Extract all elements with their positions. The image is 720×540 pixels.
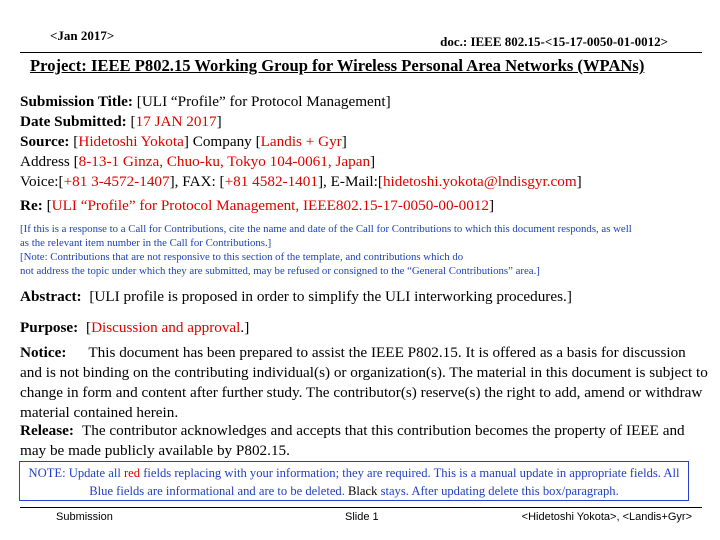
email-value: hidetoshi.yokota@lndisgyr.com <box>382 173 577 190</box>
address-label: Address <box>20 153 70 170</box>
date-submitted-line: Date Submitted: [17 JAN 2017] <box>20 113 222 130</box>
note-red-word: red <box>123 466 141 480</box>
release-text: The contributor acknowledges and accepts that this contribution becomes the property of IEEE and may be made publicly available by P802.15. <box>20 422 685 459</box>
note-part-1: NOTE: Update all <box>28 466 124 480</box>
footer-submission: Submission <box>56 511 113 523</box>
date-submitted-value: 17 JAN 2017 <box>135 113 217 130</box>
release-label: Release: <box>20 422 74 439</box>
instruction-line-2: as the relevant item number in the Call for Contributions.] <box>20 237 272 249</box>
notice-label: Notice: <box>20 344 67 361</box>
contact-line: Voice:[+81 3-4572-1407], FAX: [+81 4582-1401], E-Mail:[hidetoshi.yokota@lndisgyr.com] <box>20 173 582 190</box>
address-line: Address [8-13-1 Ginza, Chuo-ku, Tokyo 104-0061, Japan] <box>20 153 376 170</box>
update-note-box <box>19 461 689 501</box>
address-value: 8-13-1 Ginza, Chuo-ku, Tokyo 104-0061, Japan <box>78 153 371 170</box>
header-date: <Jan 2017> <box>50 28 115 43</box>
footer-slide-number: Slide 1 <box>345 511 379 523</box>
company-label: Company <box>192 133 252 150</box>
instruction-line-1: [If this is a response to a Call for Contributions, cite the name and date of the Call for Contributions to which this document responds, as well <box>20 223 632 235</box>
re-line: Re: [ULI “Profile” for Protocol Management, IEEE802.15-17-0050-00-0012] <box>20 197 495 214</box>
voice-value: +81 3-4572-1407 <box>63 173 170 190</box>
footer-author: <Hidetoshi Yokota>, <Landis+Gyr> <box>521 511 692 523</box>
purpose-line: Purpose: [Discussion and approval.] <box>20 319 250 336</box>
fax-label: FAX: <box>182 173 216 190</box>
note-part-2: fields replacing with your information; they are required. This is a manual update in appropriate fields. All Blue fields are informational and are to be deleted. <box>89 466 680 498</box>
purpose-text: Discussion and approval <box>91 319 241 336</box>
abstract-label: Abstract: <box>20 288 82 305</box>
abstract-text: [ULI profile is proposed in order to simplify the ULI interworking procedures.] <box>89 288 572 305</box>
note-part-3: stays. After updating delete this box/paragraph. <box>377 484 619 498</box>
author-name: Hidetoshi Yokota <box>78 133 184 150</box>
submission-title-line <box>20 92 391 112</box>
instruction-line-3: [Note: Contributions that are not responsive to this section of the template, and contributions which do <box>20 251 464 263</box>
submission-title-label: Submission Title: <box>20 93 133 110</box>
header-rule <box>20 52 702 53</box>
fax-value: +81 4582-1401 <box>224 173 318 190</box>
release-paragraph <box>20 421 710 461</box>
email-label: E-Mail: <box>330 173 378 190</box>
re-label: Re: <box>20 197 43 214</box>
note-black-word: Black <box>348 484 378 498</box>
date-submitted-label: Date Submitted: <box>20 113 127 130</box>
notice-paragraph <box>20 343 710 423</box>
footer-rule <box>20 507 702 508</box>
purpose-label: Purpose: <box>20 319 79 336</box>
header-doc-number: doc.: IEEE 802.15-<15-17-0050-01-0012> <box>440 34 668 49</box>
notice-text: This document has been prepared to assist the IEEE P802.15. It is offered as a basis for discussion and is not binding on the contributing individual(s) or organization(s). The material in this document is subject to change in form and content after further study. The contributor(s) reserve(s) the right to add, amend or withdraw material contained herein. <box>20 344 708 421</box>
abstract-line <box>20 287 572 307</box>
voice-label: Voice: <box>20 173 59 190</box>
instruction-line-4: not address the topic under which they are submitted, may be refused or consigned to the “General Contributions” area.] <box>20 265 540 277</box>
source-label: Source: <box>20 133 70 150</box>
company-name: Landis + Gyr <box>260 133 342 150</box>
source-line: Source: [Hidetoshi Yokota] Company [Landis + Gyr] <box>20 133 347 150</box>
re-value: ULI “Profile” for Protocol Management, IEEE802.15-17-0050-00-0012 <box>51 197 490 214</box>
submission-title-value: [ULI “Profile” for Protocol Management] <box>136 93 391 110</box>
project-title: Project: IEEE P802.15 Working Group for Wireless Personal Area Networks (WPANs) <box>30 56 645 75</box>
